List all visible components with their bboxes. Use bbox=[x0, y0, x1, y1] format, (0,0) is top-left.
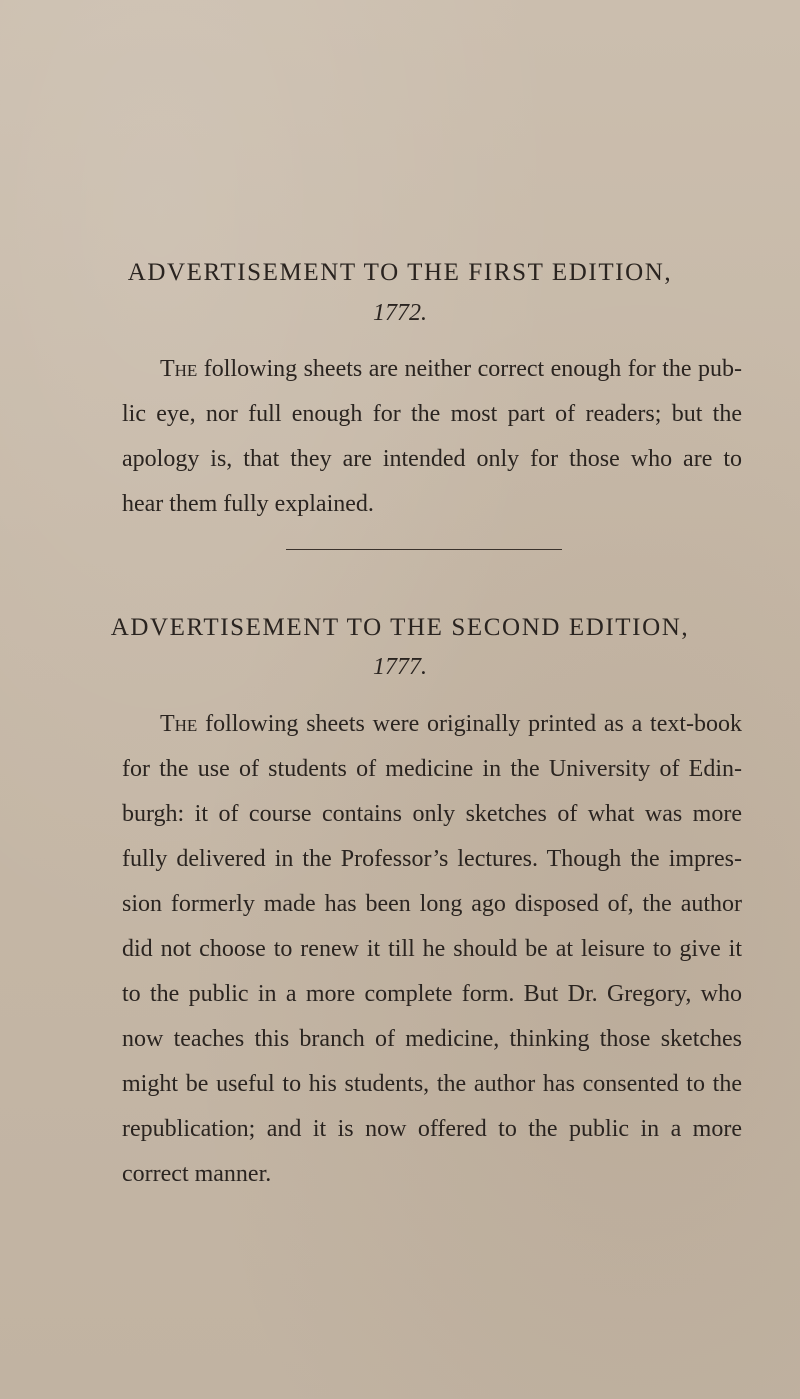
second-edition-heading: ADVERTISEMENT TO THE SECOND EDITION, bbox=[110, 614, 690, 641]
drop-word: The bbox=[160, 711, 198, 737]
paragraph-line: did not choose to renew it till he should be at leisure to give it bbox=[122, 936, 742, 962]
paragraph-line: burgh: it of course contains only sketches of what was more bbox=[122, 801, 742, 827]
paragraph-line: hear them fully explained. bbox=[122, 491, 374, 517]
paragraph-line: for the use of students of medicine in the University of Edin- bbox=[122, 756, 742, 782]
section-divider bbox=[286, 549, 562, 550]
paragraph-line: lic eye, nor full enough for the most part of readers; but the bbox=[122, 401, 742, 427]
paragraph-line: now teaches this branch of medicine, thinking those sketches bbox=[122, 1026, 742, 1052]
paragraph-line: correct manner. bbox=[122, 1161, 272, 1187]
paragraph-line: apology is, that they are intended only for those who are to bbox=[122, 446, 742, 472]
paragraph-line: The following sheets were originally printed as a text-book bbox=[160, 711, 742, 737]
second-edition-paragraph bbox=[122, 702, 742, 1197]
drop-word: The bbox=[160, 356, 198, 382]
paragraph-line: republication; and it is now offered to the public in a more bbox=[122, 1116, 742, 1142]
paragraph-line: to the public in a more complete form. But Dr. Gregory, who bbox=[122, 981, 742, 1007]
second-edition-year: 1777. bbox=[373, 654, 427, 680]
paragraph-line: fully delivered in the Professor’s lectures. Though the impres- bbox=[122, 846, 742, 872]
paragraph-line: might be useful to his students, the author has consented to the bbox=[122, 1071, 742, 1097]
first-edition-paragraph bbox=[122, 347, 742, 527]
first-edition-year: 1772. bbox=[373, 300, 427, 326]
paragraph-line: The following sheets are neither correct enough for the pub- bbox=[160, 356, 742, 382]
paragraph-line: sion formerly made has been long ago disposed of, the author bbox=[122, 891, 742, 917]
first-edition-heading: ADVERTISEMENT TO THE FIRST EDITION, bbox=[127, 259, 673, 286]
